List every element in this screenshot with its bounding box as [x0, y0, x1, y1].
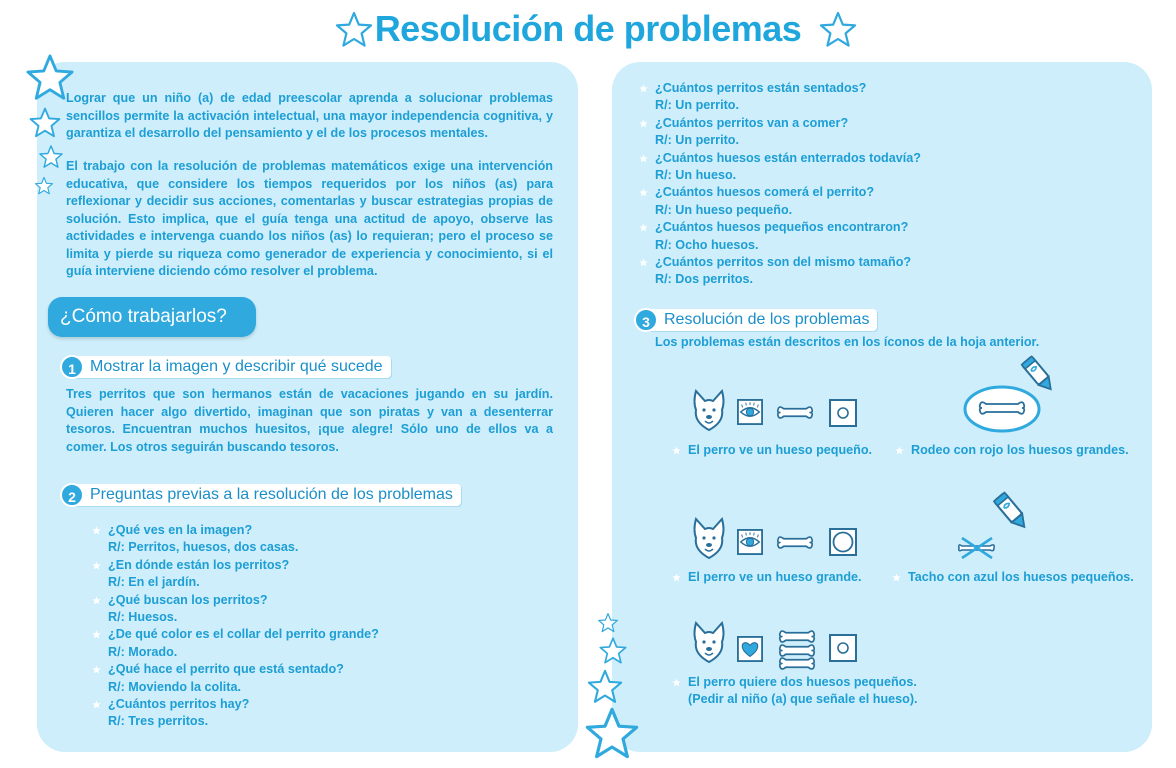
star-bullet-icon: [672, 573, 681, 582]
bone-icon: [778, 655, 816, 672]
answer: R/: Huesos.: [108, 610, 178, 625]
bone-icon: [776, 404, 814, 421]
star-bullet-icon: [92, 526, 101, 535]
star-bullet-icon: [639, 154, 648, 163]
small-hole-icon: [829, 399, 857, 427]
large-hole-icon: [829, 528, 857, 556]
page-title: Resolución de problemas: [374, 8, 802, 49]
list-item: ¿Cuántos perritos hay?: [108, 696, 508, 713]
crossed-bone-icon: [956, 532, 998, 562]
problem-3-caption: El perro ve un hueso grande.: [688, 569, 862, 586]
list-item: ¿Cuántos perritos van a comer?: [655, 115, 1055, 132]
star-icon: [586, 668, 624, 706]
section-3-title: Resolución de los problemas: [648, 309, 877, 331]
questions-left: [108, 522, 508, 731]
star-bullet-icon: [92, 665, 101, 674]
answer: R/: Un hueso.: [655, 168, 737, 183]
list-item: ¿De qué color es el collar del perrito grande?: [108, 626, 508, 643]
answer: R/: Ocho huesos.: [655, 237, 759, 252]
list-item: ¿Cuántos perritos son del mismo tamaño?: [655, 254, 1055, 271]
dog-icon: [692, 388, 726, 432]
intro-paragraph-2: El trabajo con la resolución de problemas matemáticos exige una intervención educativa, que considere los tiempos requeridos por los niños (as) para reflexionar y decidir sus acciones, comentarlas y buscar estrategias propias de solución. Esto implica, que el guía tenga una actitud de apoyo, observe las actividades e intervenga cuando los niños (as) lo requieran; pero el proceso se limita y pierde su riqueza como generador de experiencia y conocimiento, si el guía interviene diciendo cómo resolver el problema.: [66, 159, 553, 278]
eye-icon: [737, 529, 763, 555]
problem-5-caption-2: (Pedir al niño (a) que señale el hueso).: [688, 692, 918, 706]
answer: R/: Un perrito.: [655, 98, 739, 113]
dog-icon: [692, 516, 726, 560]
star-icon: [598, 636, 628, 666]
how-to-heading: ¿Cómo trabajarlos?: [48, 297, 256, 337]
list-item: ¿Qué buscan los perritos?: [108, 592, 508, 609]
star-bullet-icon: [92, 700, 101, 709]
star-bullet-icon: [672, 446, 681, 455]
star-bullet-icon: [639, 223, 648, 232]
problem-1-caption: El perro ve un hueso pequeño.: [688, 442, 872, 459]
dog-icon: [692, 620, 726, 664]
problem-4-icons: [956, 488, 1036, 568]
star-bullet-icon: [639, 188, 648, 197]
section-1-text: Tres perritos que son hermanos están de vacaciones jugando en su jardín. Quieren hacer algo divertido, imaginan que son piratas y van a desenterrar tesoros. Encuentran muchos huesitos, ¡que alegre! Sólo uno de ellos va a comer. Los otros seguirán buscando tesoros.: [66, 387, 553, 454]
problem-5-icons: [692, 620, 862, 672]
answer: R/: Un perrito.: [655, 133, 739, 148]
star-icon: [28, 106, 62, 140]
star-bullet-icon: [639, 84, 648, 93]
star-bullet-icon: [672, 678, 681, 687]
star-icon: [818, 10, 858, 50]
answer: R/: Moviendo la colita.: [108, 679, 241, 694]
answer: R/: Tres perritos.: [108, 714, 209, 729]
star-bullet-icon: [92, 596, 101, 605]
star-bullet-icon: [92, 630, 101, 639]
list-item: ¿Cuántos perritos están sentados?: [655, 80, 1055, 97]
problem-1-icons: [692, 388, 862, 434]
small-hole-icon: [829, 634, 857, 662]
problem-4-caption: Tacho con azul los huesos pequeños.: [908, 569, 1134, 586]
problem-5-caption: El perro quiere dos huesos pequeños.: [688, 674, 917, 691]
answer: R/: Morado.: [108, 644, 178, 659]
star-bullet-icon: [892, 573, 901, 582]
crayon-icon: [988, 488, 1034, 534]
answer: R/: Un hueso pequeño.: [655, 202, 793, 217]
section-1-title: Mostrar la imagen y describir qué sucede: [74, 356, 391, 378]
star-bullet-icon: [639, 119, 648, 128]
answer: R/: En el jardín.: [108, 575, 200, 590]
star-bullet-icon: [895, 446, 904, 455]
section-2-number: 2: [60, 483, 84, 507]
problem-3-icons: [692, 516, 862, 562]
section-3-number: 3: [634, 308, 658, 332]
section-2-title: Preguntas previas a la resolución de los problemas: [74, 484, 461, 506]
problem-2-caption: Rodeo con rojo los huesos grandes.: [911, 442, 1129, 459]
crayon-icon: [1016, 352, 1060, 396]
list-item: ¿Cuántos huesos están enterrados todavía?: [655, 150, 1055, 167]
list-item: ¿Qué hace el perrito que está sentado?: [108, 661, 508, 678]
section-3-intro: Los problemas están descritos en los íconos de la hoja anterior.: [655, 335, 1040, 349]
list-item: ¿Cuántos huesos comerá el perrito?: [655, 184, 1055, 201]
star-icon: [583, 705, 641, 763]
star-bullet-icon: [92, 561, 101, 570]
star-icon: [34, 176, 54, 196]
heart-icon: [737, 636, 763, 662]
list-item: ¿Cuántos huesos pequeños encontraron?: [655, 219, 1055, 236]
bone-icon: [776, 534, 814, 551]
answer: R/: Dos perritos.: [655, 272, 753, 287]
problem-2-icons: [962, 352, 1062, 436]
section-1-number: 1: [60, 355, 84, 379]
intro-paragraph-1: Lograr que un niño (a) de edad preescolar aprenda a solucionar problemas sencillos permite la activación intelectual, una mayor independencia cognitiva, y garantiza el desarrollo del pensamiento y el de los procesos mentales.: [66, 91, 553, 140]
star-bullet-icon: [639, 258, 648, 267]
list-item: ¿Qué ves en la imagen?: [108, 522, 508, 539]
star-icon: [597, 612, 619, 634]
eye-icon: [737, 399, 763, 425]
list-item: ¿En dónde están los perritos?: [108, 557, 508, 574]
answer: R/: Perritos, huesos, dos casas.: [108, 540, 299, 555]
star-icon: [38, 144, 64, 170]
questions-right: [655, 80, 1055, 289]
